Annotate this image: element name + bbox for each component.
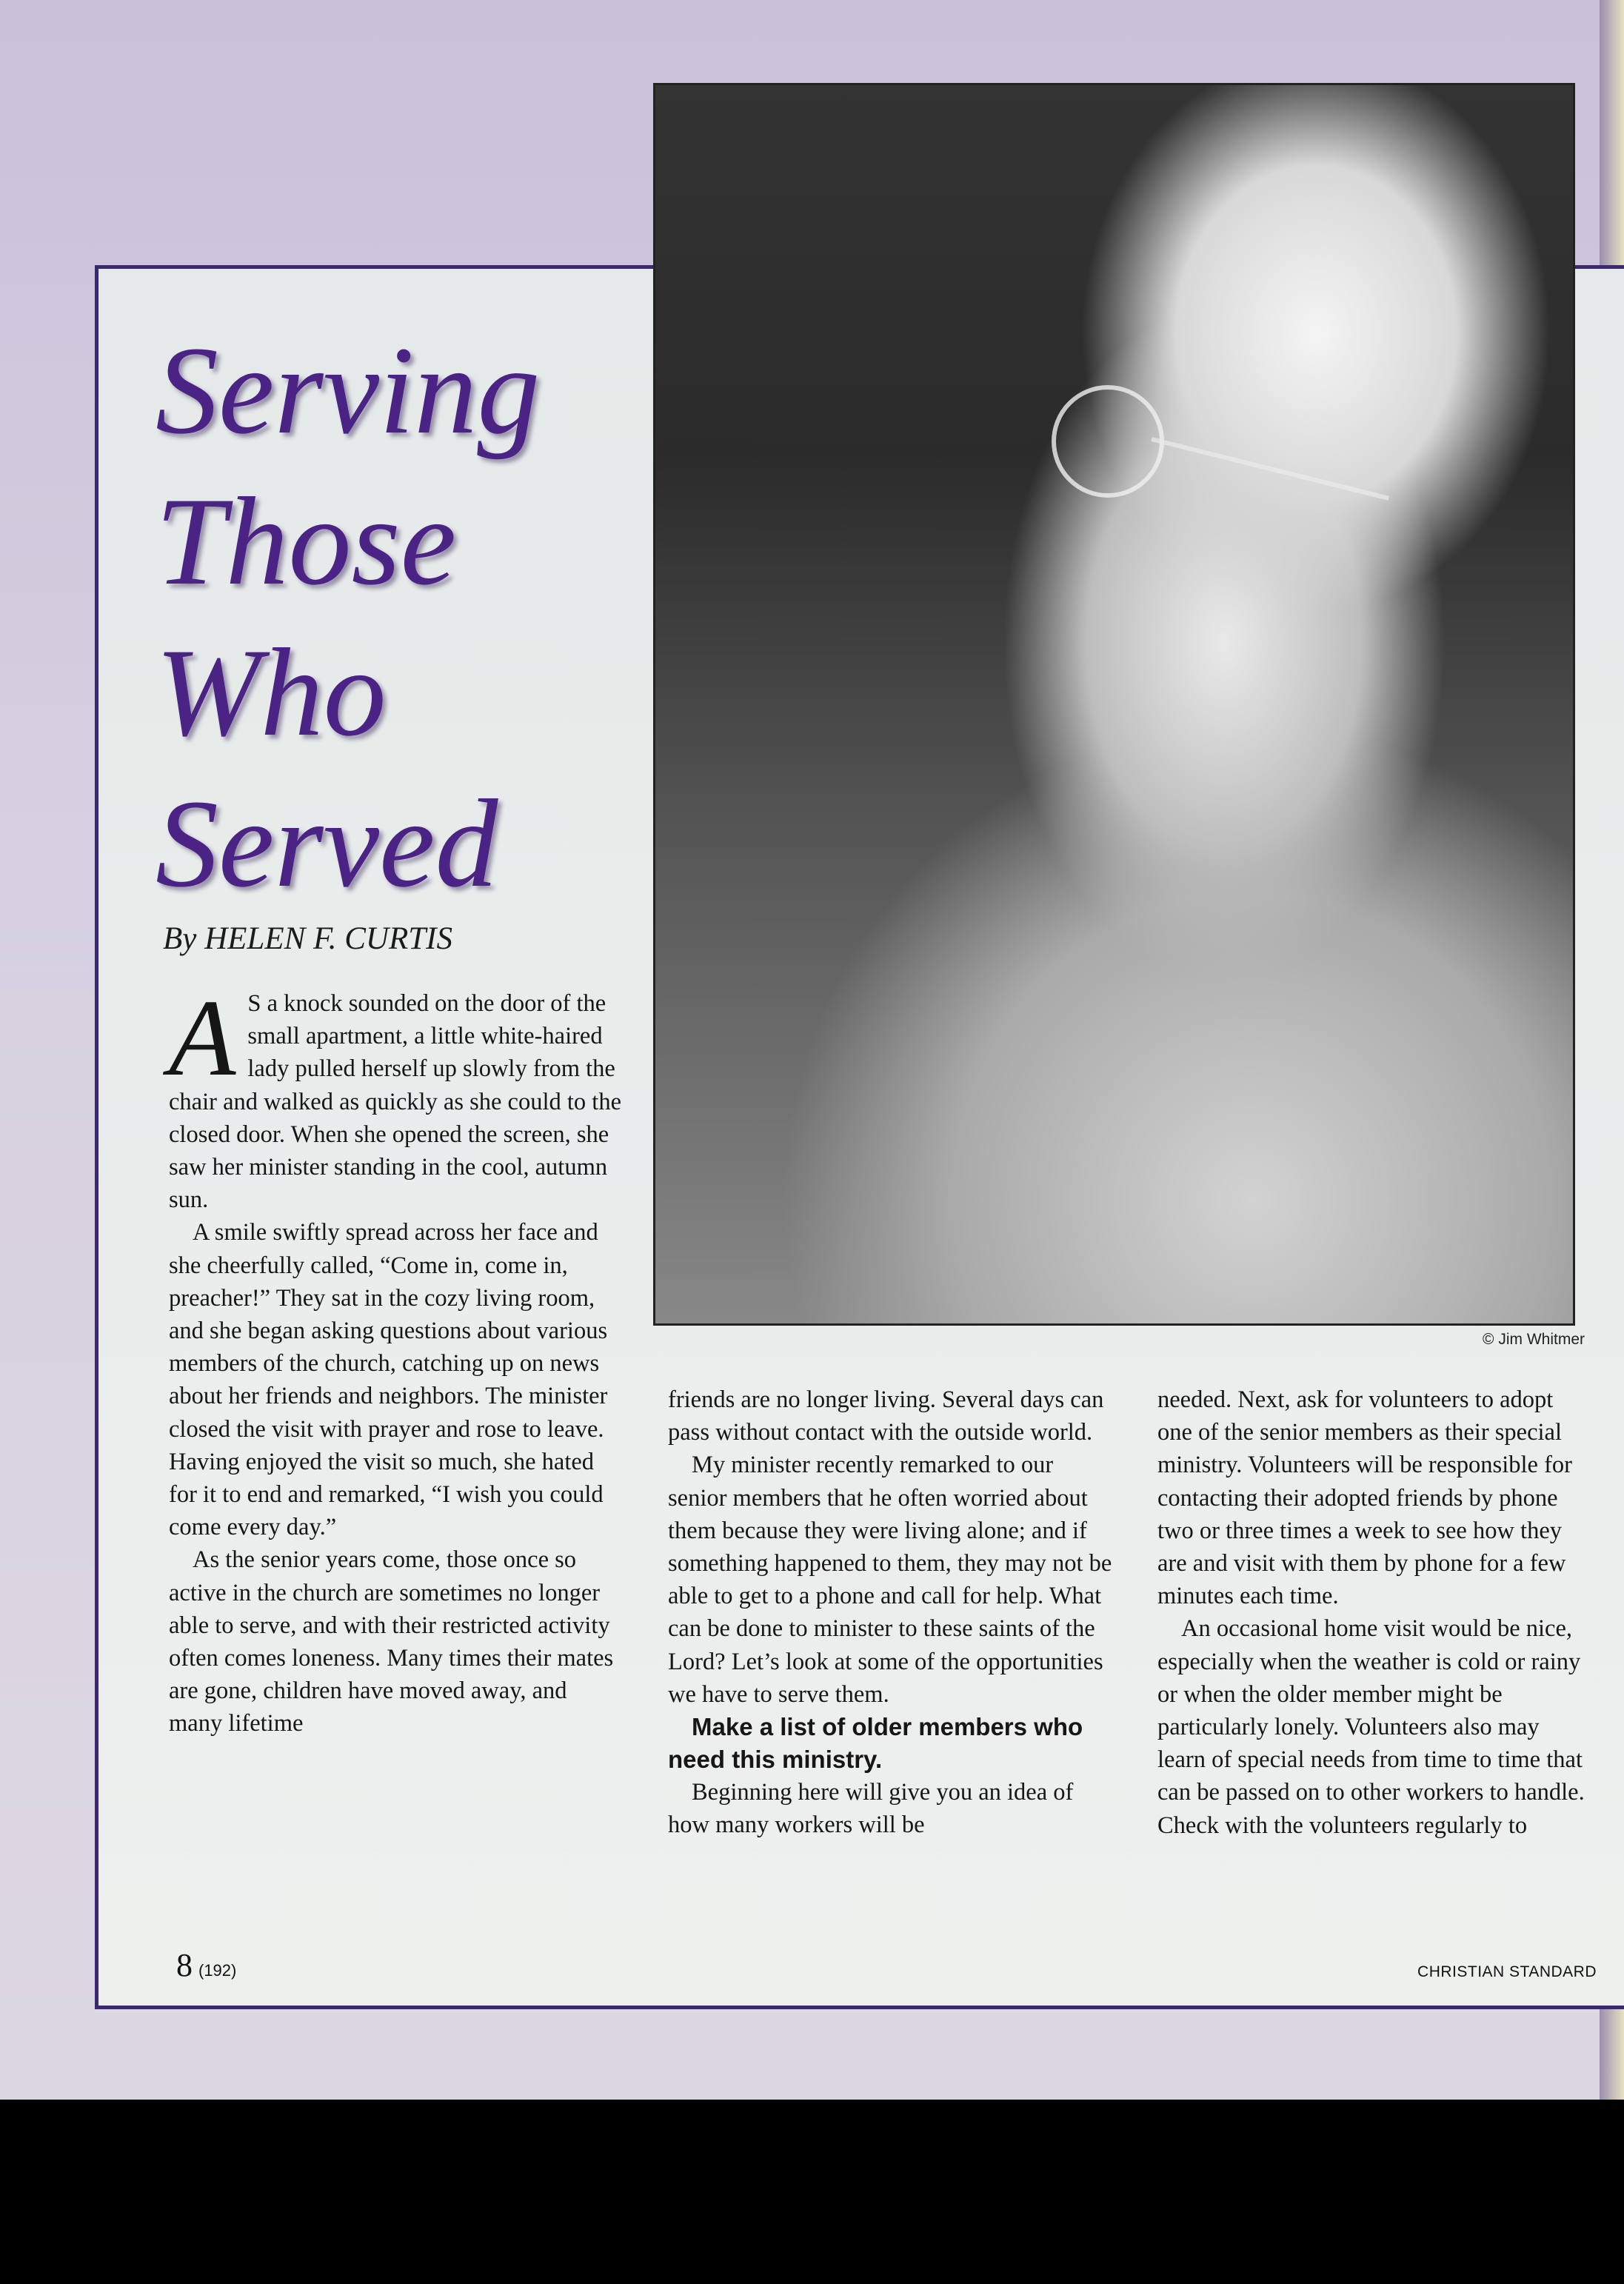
text-column-1 xyxy=(169,978,622,1740)
paragraph xyxy=(169,978,622,1216)
title-line: Those xyxy=(156,472,457,611)
magazine-name: CHRISTIAN STANDARD xyxy=(1417,1963,1597,1980)
title-line: Served xyxy=(156,774,498,913)
paragraph: Beginning here will give you an idea of how many workers will be xyxy=(668,1779,1074,1839)
paragraph: friends are no longer living. Several days can pass without contact with the outside world. xyxy=(668,1386,1104,1446)
paragraph: An occasional home visit would be nice, especially when the weather is cold or rainy or when the older member might be particularly lonely. Volunteers also may learn of special needs from time to time that can be passed on to other workers to handle. Check with the volunteers regularly to xyxy=(1157,1615,1585,1839)
paragraph: As the senior years come, those once so active in the church are sometimes no longer able to serve, and with their restricted activity often comes loneness. Many times their mates are gone, children have moved away, and many lifetime xyxy=(169,1546,614,1737)
text-column-2 xyxy=(668,1383,1112,1841)
elderly-woman-photo xyxy=(653,83,1575,1326)
paragraph-text: S a knock sounded on the door of the small apartment, a little white-haired lady pulled herself up slowly from the chair and walked as quickly as she could to the closed door. When she opened the screen, she saw her minister standing in the cool, autumn sun. xyxy=(169,990,621,1214)
photo-credit: © Jim Whitmer xyxy=(1483,1331,1585,1348)
glasses-highlight xyxy=(1052,385,1164,498)
subheading: Make a list of older members who need this ministry. xyxy=(668,1713,1083,1774)
page-number-main: 8 xyxy=(176,1947,193,1983)
paragraph: My minister recently remarked to our senior members that he often worried about them because they were living alone; and if something happened to them, they may not be able to get to a phone and call for help. What can be done to minister to these saints of the Lord? Let’s look at some of the opportunities we have to serve them. xyxy=(668,1452,1112,1708)
text-column-3 xyxy=(1157,1383,1587,1842)
page-number-sub: (192) xyxy=(198,1961,237,1980)
title-line: Serving xyxy=(156,321,541,460)
title-line: Who xyxy=(156,623,387,762)
drop-cap: A xyxy=(169,978,236,1099)
page-number xyxy=(176,1946,236,1984)
paragraph: needed. Next, ask for volunteers to adopt one of the senior members as their special ministry. Volunteers will be responsible for contacting their adopted friends by phone two or three times a week to see how they are and visit with them by phone for a few minutes each time. xyxy=(1157,1386,1572,1610)
article-title xyxy=(156,315,644,919)
byline: By HELEN F. CURTIS xyxy=(163,921,452,956)
paragraph: A smile swiftly spread across her face and she cheerfully called, “Come in, come in, preacher!” They sat in the cozy living room, and she began asking questions about various members of the church, catching up on news about her friends and neighbors. The minister closed the visit with prayer and rose to leave. Having enjoyed the visit so much, she hated for it to end and remarked, “I wish you could come every day.” xyxy=(169,1219,608,1541)
